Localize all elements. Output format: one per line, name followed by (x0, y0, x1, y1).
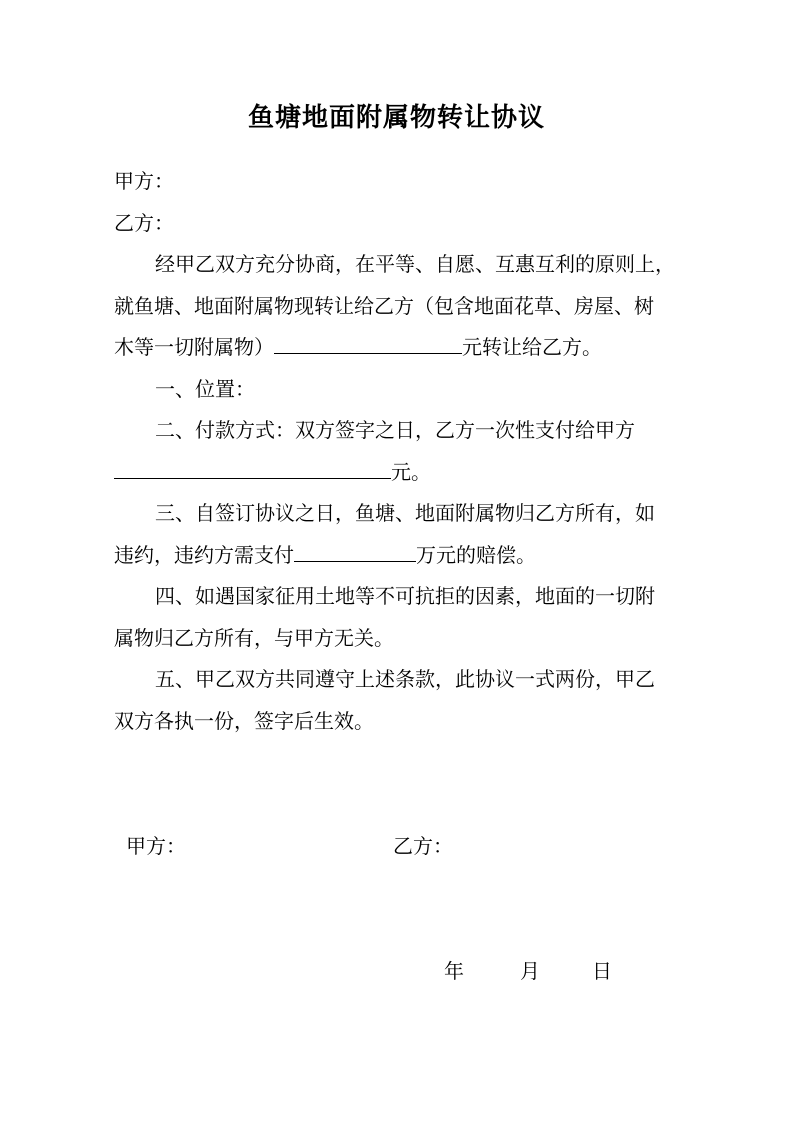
clause-effect-line-2: 双方各执一份，签字后生效。 (114, 708, 374, 733)
signing-date (444, 951, 612, 991)
date-year: 年 (444, 959, 464, 983)
clause-force-majeure-line-1: 四、如遇国家征用土地等不可抗拒的因素，地面的一切附 (155, 584, 655, 608)
signature-party-a: 甲方： (126, 834, 186, 858)
party-b-line: 乙方： (114, 210, 174, 235)
clause-force-majeure-line-2: 属物归乙方所有，与甲方无关。 (114, 625, 394, 650)
date-month: 月 (520, 959, 540, 983)
date-day: 日 (592, 959, 612, 983)
intro-line-2: 就鱼塘、地面附属物现转让给乙方（包含地面花草、房屋、树 (114, 293, 654, 318)
intro-line-3-before: 木等一切附属物） (114, 335, 274, 359)
clause-ownership-line-2 (114, 535, 684, 577)
clause-payment-line-2 (114, 452, 684, 494)
penalty-amount-blank[interactable] (294, 535, 416, 562)
price-blank[interactable] (274, 327, 462, 354)
payment-amount-blank[interactable] (114, 452, 391, 479)
document-body (114, 161, 684, 742)
intro-line-3 (114, 327, 684, 369)
document-title: 鱼塘地面附属物转让协议 (247, 103, 545, 133)
clause-payment-line-1: 二、付款方式：双方签字之日，乙方一次性支付给甲方 (155, 418, 635, 442)
clause-location: 一、位置： (155, 376, 255, 401)
intro-line-3-after: 元转让给乙方。 (462, 335, 602, 359)
clause-ownership-before: 违约，违约方需支付 (114, 542, 294, 567)
clause-ownership-line-1: 三、自签订协议之日，鱼塘、地面附属物归乙方所有，如 (155, 501, 655, 525)
clause-ownership-after: 万元的赔偿。 (416, 542, 536, 567)
party-a-line: 甲方： (114, 169, 174, 193)
intro-line-1: 经甲乙双方充分协商，在平等、自愿、互惠互利的原则上， (155, 252, 675, 276)
clause-payment-unit: 元。 (391, 459, 431, 484)
clause-effect-line-1: 五、甲乙双方共同遵守上述条款，此协议一式两份，甲乙 (155, 667, 655, 691)
signature-party-b: 乙方： (393, 834, 453, 858)
